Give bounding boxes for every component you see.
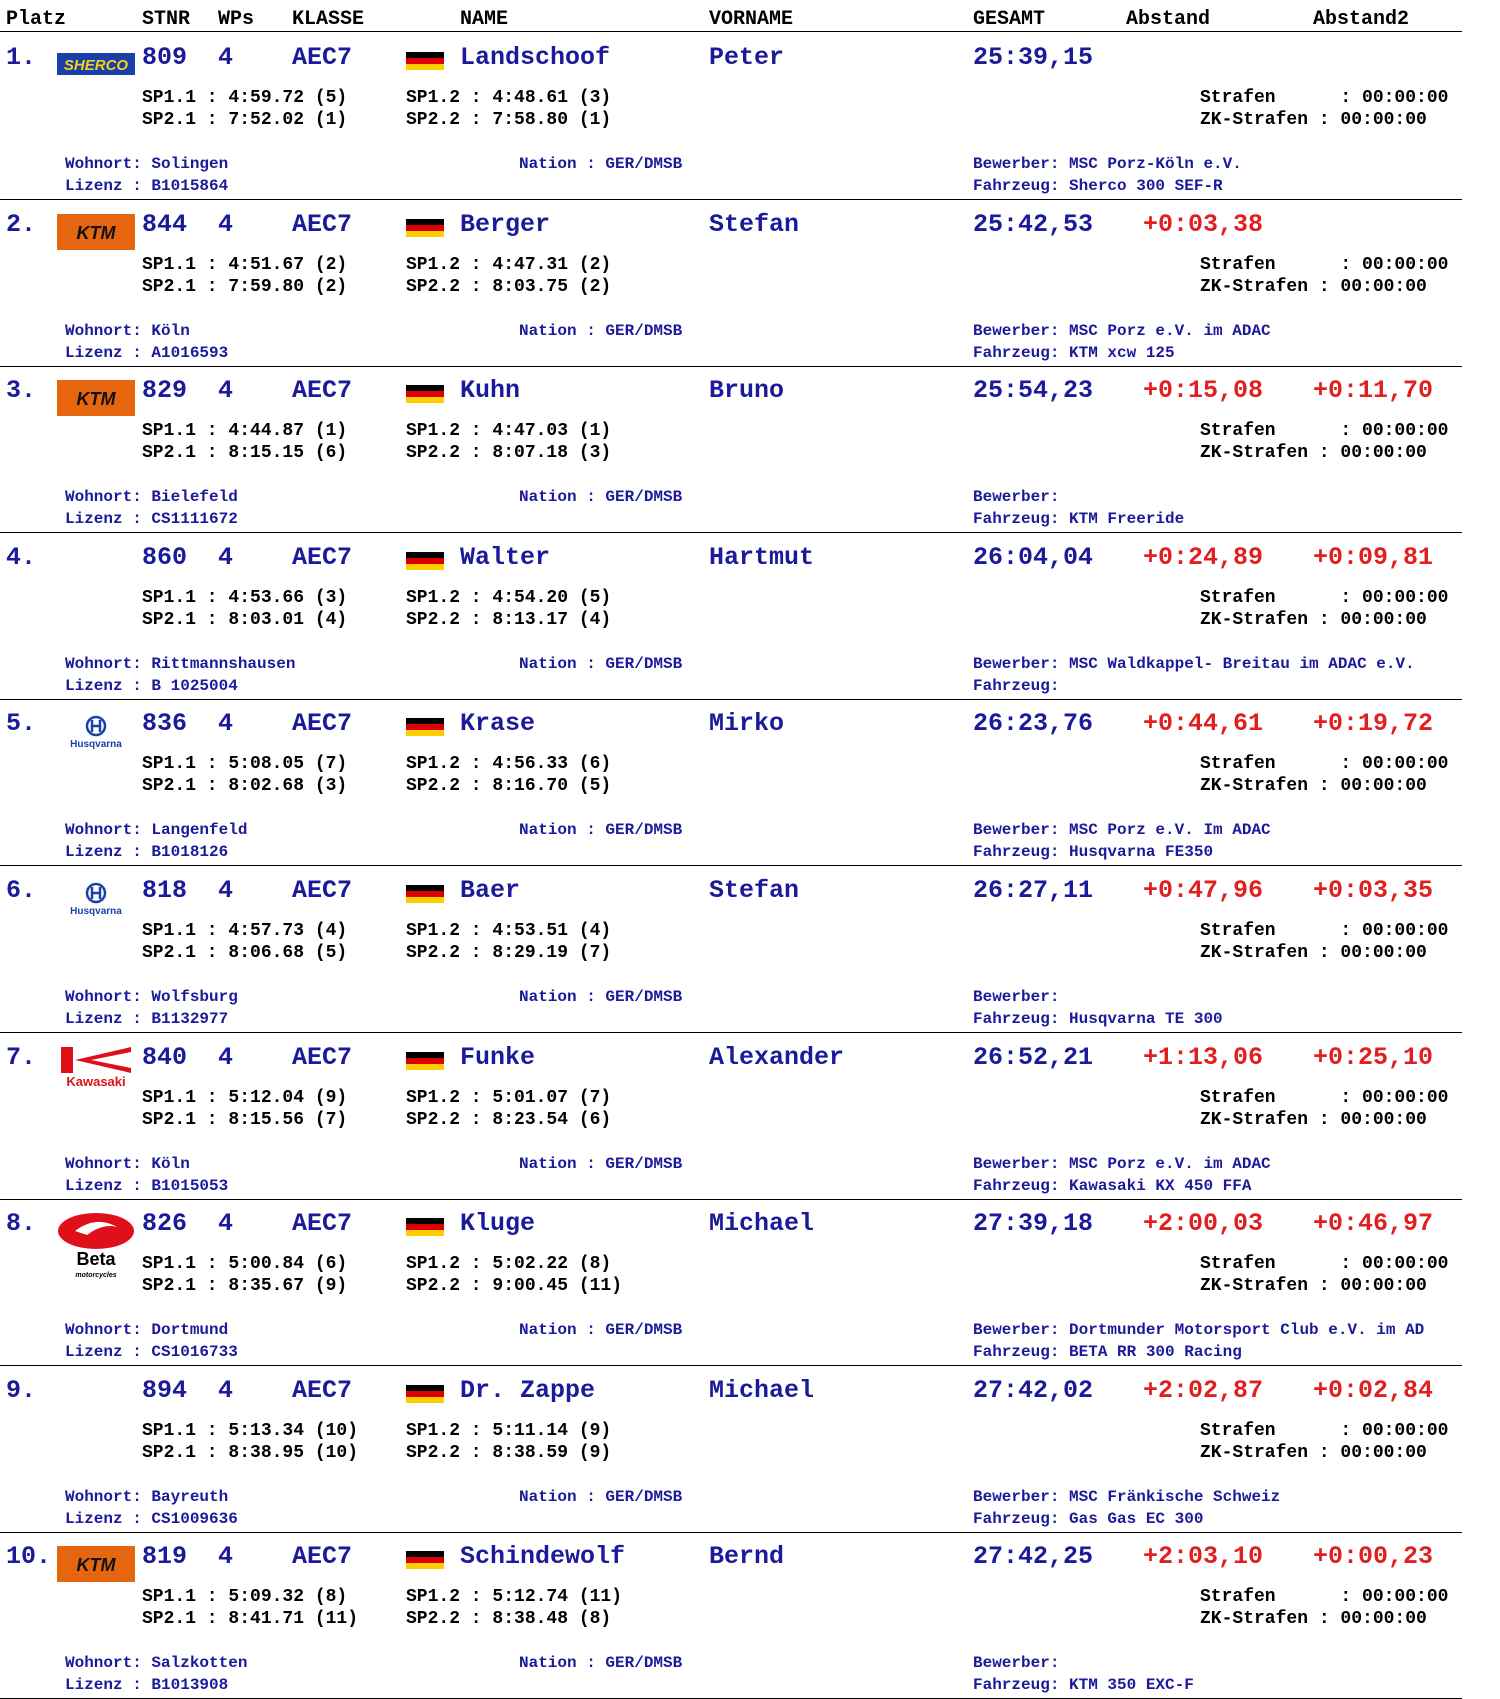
sp12-time: SP1.2 : 5:02.22 (8) <box>406 1254 612 1275</box>
total-time: 27:42,25 <box>973 1542 1094 1572</box>
start-number: 818 <box>142 876 188 905</box>
sp12-time: SP1.2 : 4:47.03 (1) <box>406 421 612 442</box>
gap-to-leader: +2:03,10 <box>1143 1542 1264 1572</box>
nation: Nation : GER/DMSB <box>519 988 683 1006</box>
gap-to-leader: +2:00,03 <box>1143 1209 1264 1239</box>
result-row <box>0 1033 1462 1200</box>
class: AEC7 <box>292 876 353 905</box>
residence: Wohnort: Bayreuth <box>65 1487 229 1506</box>
license: Lizenz : A1016593 <box>65 343 229 362</box>
entrant: Bewerber: MSC Porz e.V. im ADAC <box>973 1154 1271 1173</box>
svg-text:KTM: KTM <box>76 1555 116 1576</box>
start-number: 819 <box>142 1542 188 1572</box>
sp21-time: SP2.1 : 8:38.95 (10) <box>142 1442 359 1463</box>
penalties: Strafen : 00:00:00 <box>1200 921 1449 941</box>
total-time: 25:39,15 <box>973 43 1094 72</box>
ktm-logo-icon <box>57 380 135 412</box>
vehicle: Fahrzeug: Husqvarna TE 300 <box>973 1010 1223 1028</box>
wps: 4 <box>218 876 234 905</box>
zk-penalties: ZK-Strafen : 00:00:00 <box>1200 1609 1427 1630</box>
germany-flag-icon <box>406 1052 444 1070</box>
germany-flag-icon <box>406 552 444 570</box>
license: Lizenz : B1132977 <box>65 1010 229 1028</box>
germany-flag-icon <box>406 385 444 403</box>
zk-penalties: ZK-Strafen : 00:00:00 <box>1200 609 1427 630</box>
last-name: Walter <box>460 542 551 572</box>
sp12-time: SP1.2 : 5:01.07 (7) <box>406 1087 612 1108</box>
license: Lizenz : B1015864 <box>65 177 229 195</box>
ktm-logo-icon <box>57 1546 135 1578</box>
first-name: Bruno <box>709 376 785 406</box>
entrant: Bewerber: MSC Fränkische Schweiz <box>973 1487 1281 1506</box>
license: Lizenz : CS1111672 <box>65 510 238 529</box>
germany-flag-icon <box>406 219 444 237</box>
gap-to-previous: +0:46,97 <box>1313 1209 1434 1239</box>
gap-to-leader: +2:02,87 <box>1143 1375 1264 1405</box>
wps: 4 <box>218 209 234 239</box>
nation: Nation : GER/DMSB <box>519 155 683 173</box>
penalties: Strafen : 00:00:00 <box>1200 254 1449 275</box>
zk-penalties: ZK-Strafen : 00:00:00 <box>1200 1276 1427 1297</box>
penalties: Strafen : 00:00:00 <box>1200 1254 1449 1275</box>
license: Lizenz : CS1009636 <box>65 1509 238 1528</box>
nation: Nation : GER/DMSB <box>519 1321 683 1340</box>
germany-flag-icon <box>406 1551 444 1569</box>
penalties: Strafen : 00:00:00 <box>1200 1087 1449 1108</box>
first-name: Michael <box>709 1209 815 1239</box>
sp22-time: SP2.2 : 8:29.19 (7) <box>406 943 612 963</box>
license: Lizenz : CS1016733 <box>65 1343 238 1362</box>
sp21-time: SP2.1 : 7:52.02 (1) <box>142 110 348 130</box>
penalties: Strafen : 00:00:00 <box>1200 88 1449 108</box>
germany-flag-icon <box>406 885 444 903</box>
zk-penalties: ZK-Strafen : 00:00:00 <box>1200 776 1427 797</box>
zk-penalties: ZK-Strafen : 00:00:00 <box>1200 943 1427 963</box>
result-row <box>0 200 1462 367</box>
class: AEC7 <box>292 709 353 739</box>
class: AEC7 <box>292 1375 353 1405</box>
sp11-time: SP1.1 : 5:08.05 (7) <box>142 754 348 775</box>
nation: Nation : GER/DMSB <box>519 1654 683 1673</box>
place: 6. <box>6 876 37 905</box>
residence: Wohnort: Bielefeld <box>65 488 238 507</box>
result-row <box>0 866 1462 1033</box>
entrant: Bewerber: MSC Porz e.V. Im ADAC <box>973 821 1271 840</box>
sp11-time: SP1.1 : 5:00.84 (6) <box>142 1254 348 1275</box>
svg-text:Beta: Beta <box>76 1249 116 1270</box>
place: 3. <box>6 376 37 406</box>
sp21-time: SP2.1 : 8:02.68 (3) <box>142 776 348 797</box>
class: AEC7 <box>292 376 353 406</box>
place: 10. <box>6 1542 52 1572</box>
first-name: Mirko <box>709 709 785 739</box>
sp11-time: SP1.1 : 4:51.67 (2) <box>142 254 348 275</box>
header-wps: WPs <box>218 8 255 31</box>
wps: 4 <box>218 376 234 406</box>
sp11-time: SP1.1 : 4:57.73 (4) <box>142 921 348 941</box>
wps: 4 <box>218 1042 234 1072</box>
sp12-time: SP1.2 : 5:11.14 (9) <box>406 1420 612 1441</box>
germany-flag-icon <box>406 1218 444 1236</box>
residence: Wohnort: Langenfeld <box>65 821 248 840</box>
residence: Wohnort: Dortmund <box>65 1321 229 1340</box>
residence: Wohnort: Köln <box>65 1154 190 1173</box>
gap-to-previous: +0:03,35 <box>1313 876 1434 905</box>
sp22-time: SP2.2 : 8:03.75 (2) <box>406 276 612 297</box>
total-time: 27:39,18 <box>973 1209 1094 1239</box>
vehicle: Fahrzeug: KTM Freeride <box>973 510 1185 529</box>
sp22-time: SP2.2 : 9:00.45 (11) <box>406 1276 623 1297</box>
svg-text:SHERCO: SHERCO <box>63 57 129 74</box>
gap-to-leader: +0:24,89 <box>1143 542 1264 572</box>
last-name: Dr. Zappe <box>460 1375 596 1405</box>
first-name: Hartmut <box>709 542 815 572</box>
vehicle: Fahrzeug: Gas Gas EC 300 <box>973 1509 1204 1528</box>
entrant: Bewerber: MSC Waldkappel- Breitau im ADAC e.V. <box>973 654 1415 673</box>
vehicle: Fahrzeug: <box>973 676 1060 695</box>
first-name: Bernd <box>709 1542 785 1572</box>
sp21-time: SP2.1 : 8:15.15 (6) <box>142 443 348 464</box>
residence: Wohnort: Wolfsburg <box>65 988 238 1006</box>
result-row <box>0 1199 1462 1366</box>
sp12-time: SP1.2 : 4:56.33 (6) <box>406 754 612 775</box>
entrant: Bewerber: <box>973 488 1060 507</box>
last-name: Baer <box>460 876 521 905</box>
first-name: Michael <box>709 1375 815 1405</box>
sp11-time: SP1.1 : 5:09.32 (8) <box>142 1587 348 1608</box>
place: 8. <box>6 1209 37 1239</box>
class: AEC7 <box>292 542 353 572</box>
zk-penalties: ZK-Strafen : 00:00:00 <box>1200 1109 1427 1130</box>
sp21-time: SP2.1 : 8:41.71 (11) <box>142 1609 359 1630</box>
start-number: 860 <box>142 542 188 572</box>
class: AEC7 <box>292 43 353 72</box>
sp11-time: SP1.1 : 4:59.72 (5) <box>142 88 348 108</box>
total-time: 25:54,23 <box>973 376 1094 406</box>
start-number: 836 <box>142 709 188 739</box>
vehicle: Fahrzeug: Husqvarna FE350 <box>973 843 1214 862</box>
sp11-time: SP1.1 : 5:12.04 (9) <box>142 1087 348 1108</box>
header-stnr: STNR <box>142 8 191 31</box>
place: 2. <box>6 209 37 239</box>
residence: Wohnort: Köln <box>65 321 190 340</box>
husqvarna-logo-icon <box>57 713 135 751</box>
start-number: 894 <box>142 1375 188 1405</box>
wps: 4 <box>218 1209 234 1239</box>
table-header <box>0 0 1462 32</box>
gap-to-previous: +0:09,81 <box>1313 542 1434 572</box>
class: AEC7 <box>292 209 353 239</box>
start-number: 844 <box>142 209 188 239</box>
entrant: Bewerber: MSC Porz-Köln e.V. <box>973 155 1242 173</box>
last-name: Schindewolf <box>460 1542 626 1572</box>
last-name: Kuhn <box>460 376 521 406</box>
beta-logo-icon <box>57 1213 135 1280</box>
class: AEC7 <box>292 1209 353 1239</box>
penalties: Strafen : 00:00:00 <box>1200 421 1449 442</box>
nation: Nation : GER/DMSB <box>519 1487 683 1506</box>
vehicle: Fahrzeug: KTM xcw 125 <box>973 343 1175 362</box>
residence: Wohnort: Rittmannshausen <box>65 654 296 673</box>
class: AEC7 <box>292 1542 353 1572</box>
entrant: Bewerber: Dortmunder Motorsport Club e.V. im AD <box>973 1321 1425 1340</box>
last-name: Landschoof <box>460 43 611 72</box>
license: Lizenz : B1018126 <box>65 843 229 862</box>
vehicle: Fahrzeug: Kawasaki KX 450 FFA <box>973 1176 1252 1195</box>
header-platz: Platz <box>6 8 67 31</box>
result-row <box>0 699 1462 866</box>
header-abstand: Abstand <box>1126 8 1211 31</box>
first-name: Stefan <box>709 209 800 239</box>
gap-to-leader: +0:44,61 <box>1143 709 1264 739</box>
gap-to-leader: +0:15,08 <box>1143 376 1264 406</box>
wps: 4 <box>218 43 234 72</box>
first-name: Alexander <box>709 1042 845 1072</box>
last-name: Krase <box>460 709 536 739</box>
entrant: Bewerber: <box>973 1654 1060 1673</box>
sp12-time: SP1.2 : 5:12.74 (11) <box>406 1587 623 1608</box>
vehicle: Fahrzeug: BETA RR 300 Racing <box>973 1343 1242 1362</box>
total-time: 26:04,04 <box>973 542 1094 572</box>
sp21-time: SP2.1 : 7:59.80 (2) <box>142 276 348 297</box>
gap-to-previous: +0:00,23 <box>1313 1542 1434 1572</box>
gap-to-previous: +0:19,72 <box>1313 709 1434 739</box>
wps: 4 <box>218 709 234 739</box>
wps: 4 <box>218 542 234 572</box>
header-vorname: VORNAME <box>709 8 794 31</box>
svg-text:motorcycles: motorcycles <box>75 1272 117 1280</box>
sp22-time: SP2.2 : 8:13.17 (4) <box>406 609 612 630</box>
place: 1. <box>6 43 37 72</box>
vehicle: Fahrzeug: KTM 350 EXC-F <box>973 1676 1194 1695</box>
gap-to-previous: +0:25,10 <box>1313 1042 1434 1072</box>
ktm-logo-icon <box>57 214 135 246</box>
sp11-time: SP1.1 : 5:13.34 (10) <box>142 1420 359 1441</box>
zk-penalties: ZK-Strafen : 00:00:00 <box>1200 1442 1427 1463</box>
place: 5. <box>6 709 37 739</box>
result-row <box>0 1532 1462 1699</box>
nation: Nation : GER/DMSB <box>519 654 683 673</box>
result-row <box>0 533 1462 700</box>
entrant: Bewerber: MSC Porz e.V. im ADAC <box>973 321 1271 340</box>
gap-to-leader: +0:47,96 <box>1143 876 1264 905</box>
nation: Nation : GER/DMSB <box>519 821 683 840</box>
sp11-time: SP1.1 : 4:53.66 (3) <box>142 587 348 608</box>
place: 4. <box>6 542 37 572</box>
license: Lizenz : B1013908 <box>65 1676 229 1695</box>
place: 7. <box>6 1042 37 1072</box>
wps: 4 <box>218 1542 234 1572</box>
sp22-time: SP2.2 : 7:58.80 (1) <box>406 110 612 130</box>
total-time: 26:52,21 <box>973 1042 1094 1072</box>
first-name: Peter <box>709 43 785 72</box>
penalties: Strafen : 00:00:00 <box>1200 587 1449 608</box>
first-name: Stefan <box>709 876 800 905</box>
sp22-time: SP2.2 : 8:07.18 (3) <box>406 443 612 464</box>
nation: Nation : GER/DMSB <box>519 488 683 507</box>
last-name: Funke <box>460 1042 536 1072</box>
sp22-time: SP2.2 : 8:16.70 (5) <box>406 776 612 797</box>
sp12-time: SP1.2 : 4:54.20 (5) <box>406 587 612 608</box>
entrant: Bewerber: <box>973 988 1060 1006</box>
sp12-time: SP1.2 : 4:47.31 (2) <box>406 254 612 275</box>
nation: Nation : GER/DMSB <box>519 1154 683 1173</box>
nation: Nation : GER/DMSB <box>519 321 683 340</box>
sp22-time: SP2.2 : 8:23.54 (6) <box>406 1109 612 1130</box>
license: Lizenz : B1015053 <box>65 1176 229 1195</box>
sherco-logo-icon <box>57 47 135 79</box>
sp21-time: SP2.1 : 8:06.68 (5) <box>142 943 348 963</box>
gap-to-previous: +0:02,84 <box>1313 1375 1434 1405</box>
sp12-time: SP1.2 : 4:48.61 (3) <box>406 88 612 108</box>
husqvarna-logo-icon <box>57 880 135 917</box>
svg-text:KTM: KTM <box>76 222 116 243</box>
place: 9. <box>6 1375 37 1405</box>
result-row <box>0 1366 1462 1533</box>
license: Lizenz : B 1025004 <box>65 676 238 695</box>
zk-penalties: ZK-Strafen : 00:00:00 <box>1200 110 1427 130</box>
residence: Wohnort: Salzkotten <box>65 1654 248 1673</box>
gap-to-previous: +0:11,70 <box>1313 376 1434 406</box>
gap-to-leader: +1:13,06 <box>1143 1042 1264 1072</box>
wps: 4 <box>218 1375 234 1405</box>
start-number: 840 <box>142 1042 188 1072</box>
svg-text:Husqvarna: Husqvarna <box>70 739 122 751</box>
start-number: 829 <box>142 376 188 406</box>
header-gesamt: GESAMT <box>973 8 1046 31</box>
penalties: Strafen : 00:00:00 <box>1200 1420 1449 1441</box>
svg-text:KTM: KTM <box>76 389 116 410</box>
sp12-time: SP1.2 : 4:53.51 (4) <box>406 921 612 941</box>
start-number: 826 <box>142 1209 188 1239</box>
total-time: 27:42,02 <box>973 1375 1094 1405</box>
total-time: 26:27,11 <box>973 876 1094 905</box>
sp21-time: SP2.1 : 8:15.56 (7) <box>142 1109 348 1130</box>
total-time: 25:42,53 <box>973 209 1094 239</box>
zk-penalties: ZK-Strafen : 00:00:00 <box>1200 443 1427 464</box>
germany-flag-icon <box>406 718 444 736</box>
germany-flag-icon <box>406 52 444 70</box>
svg-text:Kawasaki: Kawasaki <box>66 1073 126 1089</box>
result-row <box>0 33 1462 200</box>
penalties: Strafen : 00:00:00 <box>1200 754 1449 775</box>
last-name: Berger <box>460 209 551 239</box>
sp21-time: SP2.1 : 8:35.67 (9) <box>142 1276 348 1297</box>
svg-text:Husqvarna: Husqvarna <box>70 906 122 917</box>
sp21-time: SP2.1 : 8:03.01 (4) <box>142 609 348 630</box>
germany-flag-icon <box>406 1385 444 1403</box>
class: AEC7 <box>292 1042 353 1072</box>
last-name: Kluge <box>460 1209 536 1239</box>
header-abstand2: Abstand2 <box>1313 8 1410 31</box>
vehicle: Fahrzeug: Sherco 300 SEF-R <box>973 177 1223 195</box>
start-number: 809 <box>142 43 188 72</box>
sp11-time: SP1.1 : 4:44.87 (1) <box>142 421 348 442</box>
sp22-time: SP2.2 : 8:38.59 (9) <box>406 1442 612 1463</box>
total-time: 26:23,76 <box>973 709 1094 739</box>
zk-penalties: ZK-Strafen : 00:00:00 <box>1200 276 1427 297</box>
penalties: Strafen : 00:00:00 <box>1200 1587 1449 1608</box>
residence: Wohnort: Solingen <box>65 155 229 173</box>
sp22-time: SP2.2 : 8:38.48 (8) <box>406 1609 612 1630</box>
header-name: NAME <box>460 8 509 31</box>
kawasaki-logo-icon <box>57 1047 135 1089</box>
header-klasse: KLASSE <box>292 8 365 31</box>
gap-to-leader: +0:03,38 <box>1143 209 1264 239</box>
result-row <box>0 366 1462 533</box>
